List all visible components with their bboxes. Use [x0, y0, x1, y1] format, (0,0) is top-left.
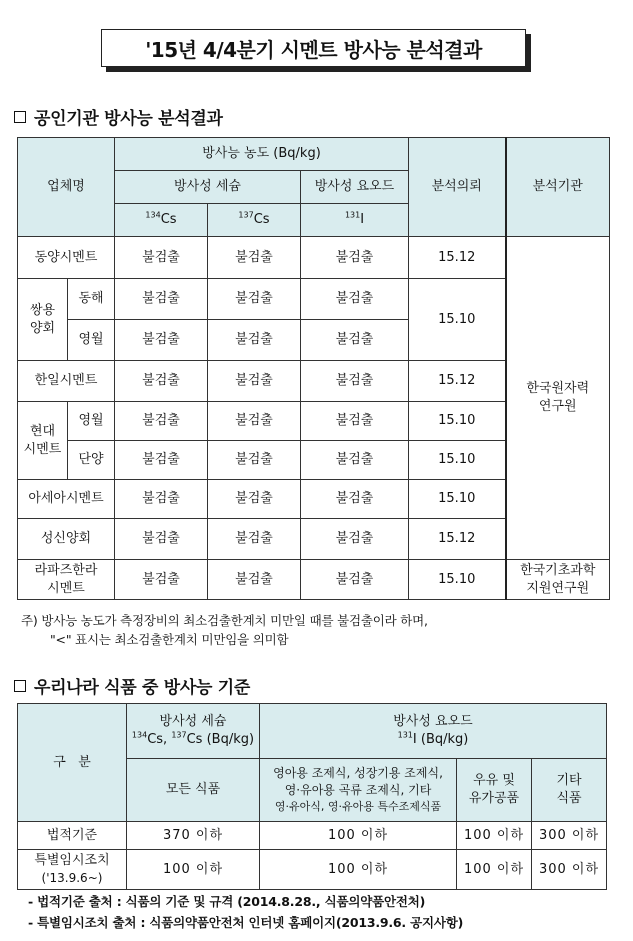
cs134-value: 불검출 [115, 480, 208, 519]
request-date: 15.10 [409, 480, 506, 519]
lab-kaeri: 한국원자력 연구원 [506, 237, 610, 560]
milk-limit: 100 이하 [457, 850, 532, 890]
row-label: 법적기준 [18, 822, 127, 850]
analysis-results-table [17, 137, 610, 600]
cs134-value: 불검출 [115, 361, 208, 402]
request-date: 15.10 [409, 402, 506, 441]
company-name: 성신양회 [18, 519, 115, 560]
cs137-value: 불검출 [208, 560, 301, 600]
checkbox-square-icon [14, 680, 26, 692]
cs134-value: 불검출 [115, 402, 208, 441]
header-company: 업체명 [18, 138, 115, 237]
section2-heading [14, 673, 250, 698]
note-line-1: 주) 방사능 농도가 측정장비의 최소검출한계치 미만일 때를 불검출이라 하며, [21, 613, 428, 628]
other-limit: 300 이하 [532, 850, 607, 890]
plant-name: 단양 [68, 441, 115, 480]
other-limit: 300 이하 [532, 822, 607, 850]
company-name: 한일시멘트 [18, 361, 115, 402]
i131-value: 불검출 [301, 441, 409, 480]
note-line-2: "<" 표시는 최소검출한계치 미만임을 의미함 [50, 632, 289, 647]
title-box [101, 29, 526, 67]
plant-name: 동해 [68, 279, 115, 320]
infant-limit: 100 이하 [260, 850, 457, 890]
header-infant-food: 영아용 조제식, 성장기용 조제식, 영·유아용 곡류 조제식, 기타 영·유아식, 영·유아용 특수조제식품 [260, 759, 457, 822]
cs137-value: 불검출 [208, 237, 301, 279]
header-cs134: $^{134}$Cs [115, 204, 208, 237]
page-title: '15년 4/4분기 시멘트 방사능 분석결과 [101, 29, 526, 67]
request-date: 15.10 [409, 560, 506, 600]
header-all-food: 모든 식품 [127, 759, 260, 822]
cs134-value: 불검출 [115, 441, 208, 480]
i131-value: 불검출 [301, 279, 409, 320]
plant-name: 영월 [68, 320, 115, 361]
i131-value: 불검출 [301, 480, 409, 519]
table-row [18, 237, 610, 279]
header-concentration: 방사능 농도 (Bq/kg) [115, 138, 409, 171]
request-date: 15.12 [409, 361, 506, 402]
header-category: 구 분 [18, 704, 127, 822]
cs137-value: 불검출 [208, 402, 301, 441]
food-standards-table [17, 703, 607, 890]
header-cs137: $^{137}$Cs [208, 204, 301, 237]
cesium-limit: 370 이하 [127, 822, 260, 850]
cs137-value: 불검출 [208, 480, 301, 519]
header-milk: 우유 및 유가공품 [457, 759, 532, 822]
table-row [18, 560, 610, 600]
infant-limit: 100 이하 [260, 822, 457, 850]
request-date: 15.12 [409, 519, 506, 560]
cs134-value: 불검출 [115, 560, 208, 600]
request-date: 15.10 [409, 279, 506, 361]
i131-value: 불검출 [301, 560, 409, 600]
lab-kbsi: 한국기초과학 지원연구원 [506, 560, 610, 600]
plant-name: 영월 [68, 402, 115, 441]
header-i131: $^{131}$I [301, 204, 409, 237]
cs137-value: 불검출 [208, 519, 301, 560]
i131-value: 불검출 [301, 361, 409, 402]
cs134-value: 불검출 [115, 320, 208, 361]
cs137-value: 불검출 [208, 279, 301, 320]
header-other-food: 기타 식품 [532, 759, 607, 822]
company-group-hyundai: 현대 시멘트 [18, 402, 68, 480]
i131-value: 불검출 [301, 402, 409, 441]
i131-value: 불검출 [301, 320, 409, 361]
table-row [18, 822, 607, 850]
cs134-value: 불검출 [115, 237, 208, 279]
section1-heading-text: 공인기관 방사능 분석결과 [34, 109, 223, 129]
header-iodine: 방사성 요오드 $^{131}$I (Bq/kg) [260, 704, 607, 759]
section1-heading [14, 104, 223, 129]
checkbox-square-icon [14, 111, 26, 123]
source-legal: - 법적기준 출처 : 식품의 기준 및 규격 (2014.8.28., 식품의약품안전처) [28, 894, 426, 909]
header-lab: 분석기관 [506, 138, 610, 237]
header-cesium: 방사성 세슘 [115, 171, 301, 204]
cs137-value: 불검출 [208, 361, 301, 402]
request-date: 15.12 [409, 237, 506, 279]
company-name: 라파즈한라 시멘트 [18, 560, 115, 600]
row-label: 특별임시조치 ('13.9.6~) [18, 850, 127, 890]
cs137-value: 불검출 [208, 320, 301, 361]
header-iodine: 방사성 요오드 [301, 171, 409, 204]
cs134-value: 불검출 [115, 519, 208, 560]
cs137-value: 불검출 [208, 441, 301, 480]
source-special: - 특별임시조치 출처 : 식품의약품안전처 인터넷 홈페이지(2013.9.6. 공지사항) [28, 915, 464, 930]
cesium-limit: 100 이하 [127, 850, 260, 890]
company-name: 동양시멘트 [18, 237, 115, 279]
header-cesium: 방사성 세슘 $^{134}$Cs, $^{137}$Cs (Bq/kg) [127, 704, 260, 759]
cs134-value: 불검출 [115, 279, 208, 320]
company-group-ssangyong: 쌍용 양회 [18, 279, 68, 361]
header-request: 분석의뢰 [409, 138, 506, 237]
i131-value: 불검출 [301, 237, 409, 279]
company-name: 아세아시멘트 [18, 480, 115, 519]
milk-limit: 100 이하 [457, 822, 532, 850]
i131-value: 불검출 [301, 519, 409, 560]
request-date: 15.10 [409, 441, 506, 480]
table-row [18, 850, 607, 890]
section2-heading-text: 우리나라 식품 중 방사능 기준 [34, 678, 250, 698]
